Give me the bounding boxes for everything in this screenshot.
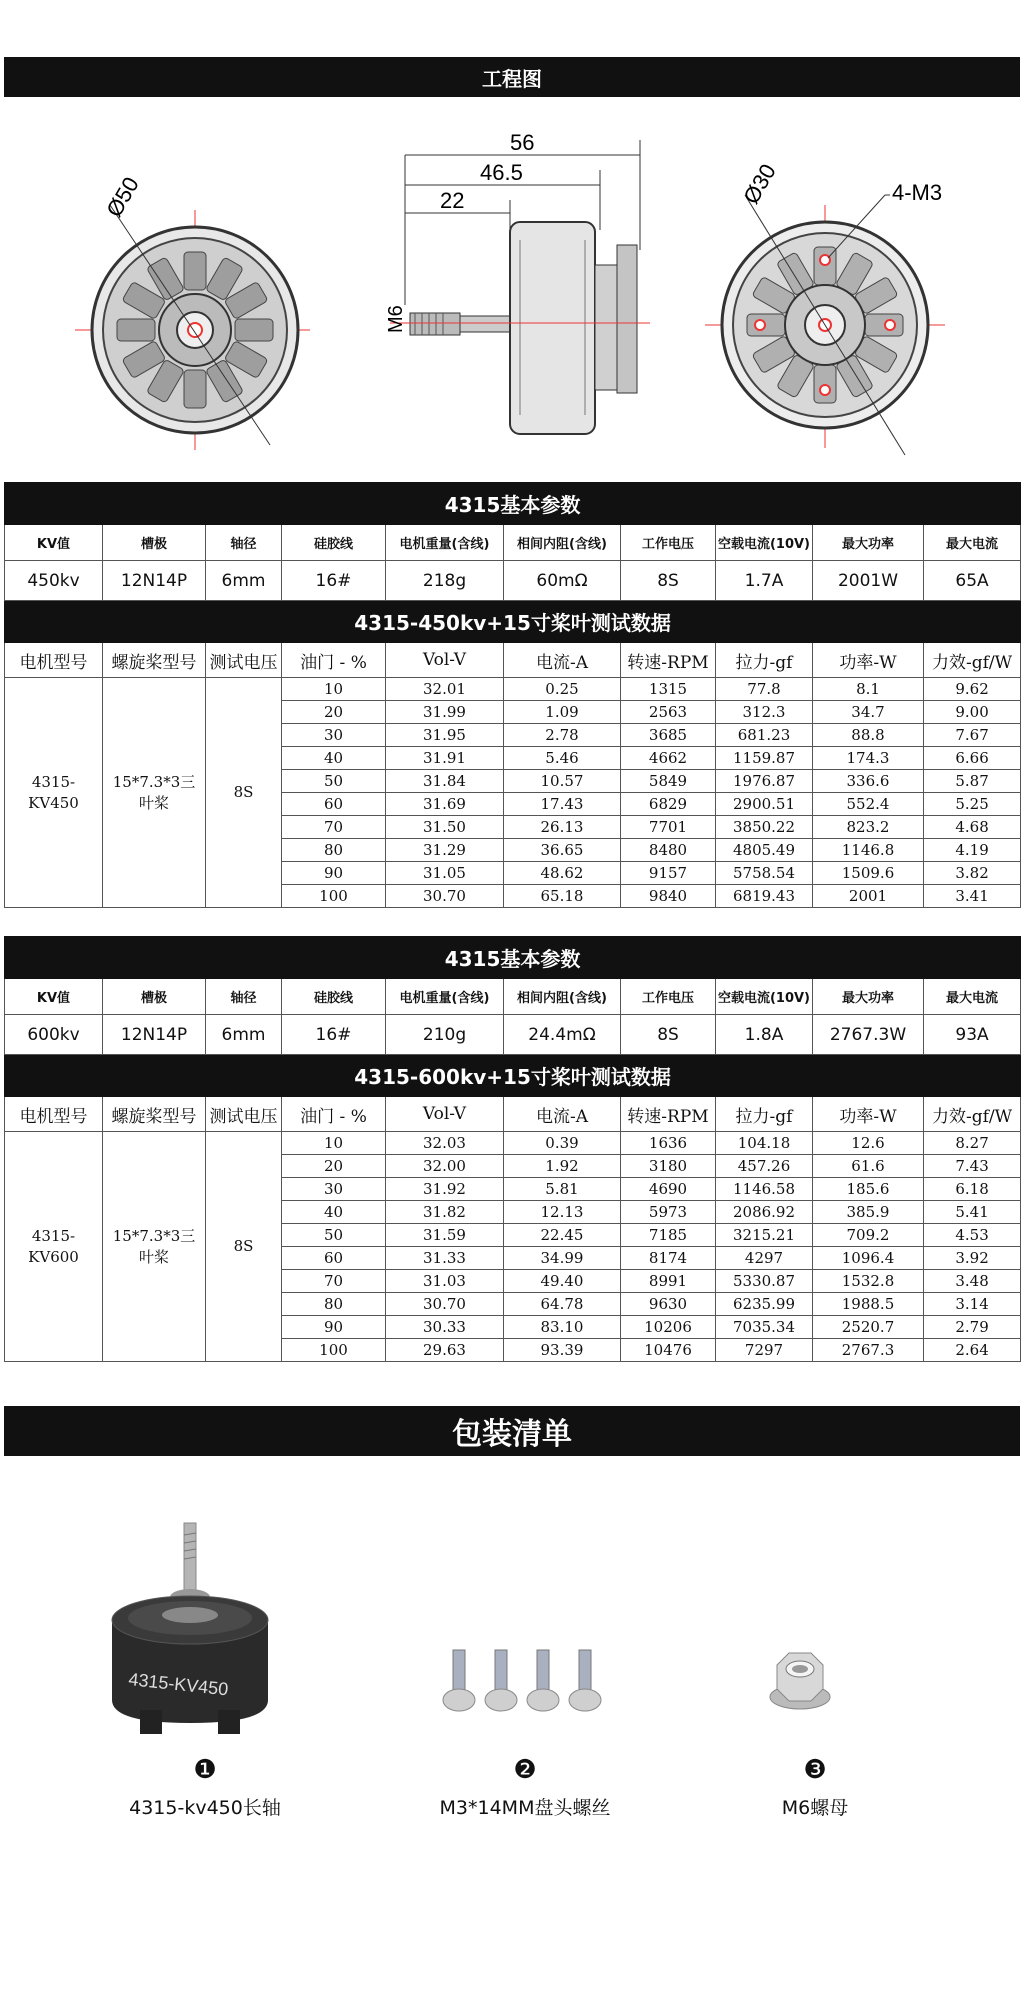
data-header: 油门 - % <box>282 1097 386 1132</box>
table-cell: 90 <box>282 1316 386 1339</box>
table-cell: 30 <box>282 1178 386 1201</box>
test-voltage: 8S <box>206 1132 282 1362</box>
table-cell: 457.26 <box>716 1155 813 1178</box>
table-cell: 2086.92 <box>716 1201 813 1224</box>
param-header: 槽极 <box>103 525 206 561</box>
table-cell: 4.53 <box>924 1224 1021 1247</box>
data-header-row <box>5 1097 1021 1132</box>
table-cell: 12.13 <box>504 1201 621 1224</box>
param-header: 空载电流(10V) <box>716 979 813 1015</box>
table-cell: 3850.22 <box>716 816 813 839</box>
table-cell: 30.33 <box>386 1316 504 1339</box>
table-cell: 70 <box>282 816 386 839</box>
table-cell: 50 <box>282 1224 386 1247</box>
data-header: Vol-V <box>386 643 504 678</box>
params-value-row <box>5 1015 1021 1055</box>
param-header: 最大电流 <box>924 525 1021 561</box>
table-cell: 8174 <box>621 1247 716 1270</box>
table-cell: 1.09 <box>504 701 621 724</box>
motor-label: 4315-KV450 <box>127 1669 230 1700</box>
table-cell: 61.6 <box>813 1155 924 1178</box>
param-header: 工作电压 <box>621 525 716 561</box>
table-cell: 5758.54 <box>716 862 813 885</box>
param-value: 12N14P <box>103 1015 206 1055</box>
dim-length-56: 56 <box>510 130 535 155</box>
param-header: 最大电流 <box>924 979 1021 1015</box>
table-cell: 2767.3 <box>813 1339 924 1362</box>
table-cell: 31.92 <box>386 1178 504 1201</box>
table-cell: 31.91 <box>386 747 504 770</box>
motor-image <box>100 1515 280 1745</box>
table-cell: 49.40 <box>504 1270 621 1293</box>
table-cell: 50 <box>282 770 386 793</box>
propeller-model: 15*7.3*3三 叶桨 <box>103 1132 206 1362</box>
table-cell: 5849 <box>621 770 716 793</box>
table-cell: 48.62 <box>504 862 621 885</box>
table-cell: 30 <box>282 724 386 747</box>
table-cell: 104.18 <box>716 1132 813 1155</box>
param-value: 210g <box>386 1015 504 1055</box>
param-value: 60mΩ <box>504 561 621 601</box>
motor-front-view <box>75 173 310 450</box>
param-header: 空载电流(10V) <box>716 525 813 561</box>
table-cell: 70 <box>282 1270 386 1293</box>
table-cell: 312.3 <box>716 701 813 724</box>
data-header: 拉力-gf <box>716 1097 813 1132</box>
table-cell: 31.03 <box>386 1270 504 1293</box>
param-value: 6mm <box>206 561 282 601</box>
params-title: 4315基本参数 <box>5 483 1021 525</box>
data-header: 转速-RPM <box>621 643 716 678</box>
table-cell: 9.00 <box>924 701 1021 724</box>
dim-length-46-5: 46.5 <box>480 160 523 185</box>
table-cell: 64.78 <box>504 1293 621 1316</box>
param-header: KV值 <box>5 979 103 1015</box>
table-cell: 7.43 <box>924 1155 1021 1178</box>
table-cell: 3.48 <box>924 1270 1021 1293</box>
table-cell: 7701 <box>621 816 716 839</box>
table-cell: 31.50 <box>386 816 504 839</box>
table-cell: 1159.87 <box>716 747 813 770</box>
table-cell: 31.33 <box>386 1247 504 1270</box>
table-cell: 30.70 <box>386 1293 504 1316</box>
spec-table-600kv <box>4 936 1021 1362</box>
table-cell: 2900.51 <box>716 793 813 816</box>
packing-title-bar <box>4 1406 1020 1456</box>
stator-coil <box>184 370 206 408</box>
stator-coil <box>235 319 273 341</box>
table-cell: 3180 <box>621 1155 716 1178</box>
param-header: 硅胶线 <box>282 525 386 561</box>
table-cell: 60 <box>282 793 386 816</box>
param-header: KV值 <box>5 525 103 561</box>
table-cell: 34.7 <box>813 701 924 724</box>
param-value: 1.8A <box>716 1015 813 1055</box>
param-header: 相间内阻(含线) <box>504 525 621 561</box>
table-cell: 32.00 <box>386 1155 504 1178</box>
param-value: 2001W <box>813 561 924 601</box>
table-cell: 10 <box>282 1132 386 1155</box>
table-cell: 29.63 <box>386 1339 504 1362</box>
table-cell: 88.8 <box>813 724 924 747</box>
table-cell: 32.01 <box>386 678 504 701</box>
table-cell: 34.99 <box>504 1247 621 1270</box>
table-cell: 4690 <box>621 1178 716 1201</box>
screw-shaft <box>537 1650 549 1690</box>
table-cell: 1146.8 <box>813 839 924 862</box>
table-cell: 5.25 <box>924 793 1021 816</box>
data-header: 功率-W <box>813 1097 924 1132</box>
param-header: 轴径 <box>206 525 282 561</box>
param-value: 1.7A <box>716 561 813 601</box>
table-cell: 336.6 <box>813 770 924 793</box>
table-cell: 2001 <box>813 885 924 908</box>
table-cell: 8.27 <box>924 1132 1021 1155</box>
table-cell: 5.81 <box>504 1178 621 1201</box>
table-cell: 3.41 <box>924 885 1021 908</box>
data-header: 测试电压 <box>206 1097 282 1132</box>
table-cell: 12.6 <box>813 1132 924 1155</box>
params-header-row <box>5 525 1021 561</box>
engineering-diagrams <box>0 100 1024 480</box>
data-header: 电机型号 <box>5 643 103 678</box>
item-label: 4315-kv450长轴 <box>129 1797 281 1819</box>
table-cell: 26.13 <box>504 816 621 839</box>
table-cell: 31.84 <box>386 770 504 793</box>
table-cell: 3215.21 <box>716 1224 813 1247</box>
data-title: 4315-450kv+15寸桨叶测试数据 <box>5 601 1021 643</box>
table-cell: 1532.8 <box>813 1270 924 1293</box>
params-value-row <box>5 561 1021 601</box>
table-cell: 90 <box>282 862 386 885</box>
table-cell: 1146.58 <box>716 1178 813 1201</box>
data-header: 螺旋桨型号 <box>103 643 206 678</box>
table-cell: 7185 <box>621 1224 716 1247</box>
data-header: 拉力-gf <box>716 643 813 678</box>
table-cell: 40 <box>282 747 386 770</box>
dim-diameter-30: Ø30 <box>738 159 781 209</box>
table-cell: 36.65 <box>504 839 621 862</box>
param-header: 最大功率 <box>813 525 924 561</box>
table-cell: 8480 <box>621 839 716 862</box>
table-cell: 1.92 <box>504 1155 621 1178</box>
param-value: 16# <box>282 561 386 601</box>
table-cell: 823.2 <box>813 816 924 839</box>
table-cell: 3.92 <box>924 1247 1021 1270</box>
table-cell: 32.03 <box>386 1132 504 1155</box>
table-cell: 100 <box>282 1339 386 1362</box>
engineering-title-bar <box>4 57 1020 97</box>
packing-item-screws <box>400 1755 650 1820</box>
table-cell: 100 <box>282 885 386 908</box>
table-cell: 2.64 <box>924 1339 1021 1362</box>
table-cell: 10476 <box>621 1339 716 1362</box>
table-cell: 5.41 <box>924 1201 1021 1224</box>
table-cell: 60 <box>282 1247 386 1270</box>
param-header: 电机重量(含线) <box>386 525 504 561</box>
dim-diameter-50: Ø50 <box>101 172 144 222</box>
table-cell: 6819.43 <box>716 885 813 908</box>
screw-shaft <box>579 1650 591 1690</box>
data-header: 电流-A <box>504 1097 621 1132</box>
table-cell: 10206 <box>621 1316 716 1339</box>
item-number: ❷ <box>513 1755 537 1785</box>
table-cell: 40 <box>282 1201 386 1224</box>
param-header: 槽极 <box>103 979 206 1015</box>
data-header: 测试电压 <box>206 643 282 678</box>
packing-item-nut <box>700 1755 930 1820</box>
dim-holes-4-m3: 4-M3 <box>892 180 943 205</box>
param-value: 450kv <box>5 561 103 601</box>
table-cell: 22.45 <box>504 1224 621 1247</box>
screw-shaft <box>453 1650 465 1690</box>
table-cell: 31.95 <box>386 724 504 747</box>
item-label: M3*14MM盘头螺丝 <box>439 1797 611 1819</box>
packing-item-motor <box>90 1755 320 1820</box>
table-cell: 7.67 <box>924 724 1021 747</box>
table-cell: 80 <box>282 1293 386 1316</box>
motor-model: 4315- KV600 <box>5 1132 103 1362</box>
table-cell: 2563 <box>621 701 716 724</box>
table-cell: 385.9 <box>813 1201 924 1224</box>
table-cell: 8991 <box>621 1270 716 1293</box>
table-cell: 20 <box>282 701 386 724</box>
table-cell: 7297 <box>716 1339 813 1362</box>
item-number: ❸ <box>803 1755 827 1785</box>
param-value: 93A <box>924 1015 1021 1055</box>
table-cell: 31.69 <box>386 793 504 816</box>
item-number: ❶ <box>193 1755 217 1785</box>
nut-image <box>765 1645 835 1715</box>
data-header: 油门 - % <box>282 643 386 678</box>
table-cell: 6235.99 <box>716 1293 813 1316</box>
stator-coil <box>184 252 206 290</box>
params-header-row <box>5 979 1021 1015</box>
params-title: 4315基本参数 <box>5 937 1021 979</box>
table-cell: 9630 <box>621 1293 716 1316</box>
table-cell: 9840 <box>621 885 716 908</box>
screw-head <box>527 1689 559 1711</box>
stator-coil <box>117 319 155 341</box>
table-cell: 31.59 <box>386 1224 504 1247</box>
motor-back-view <box>705 160 945 455</box>
table-cell: 77.8 <box>716 678 813 701</box>
dim-length-22: 22 <box>440 188 465 213</box>
table-row <box>5 1132 1021 1155</box>
item-label: M6螺母 <box>781 1797 849 1819</box>
screw-head <box>569 1689 601 1711</box>
table-cell: 5.46 <box>504 747 621 770</box>
table-cell: 2.79 <box>924 1316 1021 1339</box>
table-cell: 10.57 <box>504 770 621 793</box>
table-cell: 9.62 <box>924 678 1021 701</box>
data-header: 螺旋桨型号 <box>103 1097 206 1132</box>
data-header: 电机型号 <box>5 1097 103 1132</box>
param-header: 工作电压 <box>621 979 716 1015</box>
param-value: 218g <box>386 561 504 601</box>
table-cell: 552.4 <box>813 793 924 816</box>
table-cell: 1988.5 <box>813 1293 924 1316</box>
table-cell: 1976.87 <box>716 770 813 793</box>
table-cell: 2.78 <box>504 724 621 747</box>
table-cell: 3.14 <box>924 1293 1021 1316</box>
data-header: 转速-RPM <box>621 1097 716 1132</box>
data-header: 力效-gf/W <box>924 643 1021 678</box>
table-cell: 93.39 <box>504 1339 621 1362</box>
param-value: 6mm <box>206 1015 282 1055</box>
table-cell: 30.70 <box>386 885 504 908</box>
data-header: 功率-W <box>813 643 924 678</box>
param-value: 8S <box>621 1015 716 1055</box>
table-cell: 5330.87 <box>716 1270 813 1293</box>
table-cell: 17.43 <box>504 793 621 816</box>
table-cell: 6829 <box>621 793 716 816</box>
propeller-model: 15*7.3*3三 叶桨 <box>103 678 206 908</box>
table-cell: 83.10 <box>504 1316 621 1339</box>
param-value: 8S <box>621 561 716 601</box>
param-value: 2767.3W <box>813 1015 924 1055</box>
param-header: 电机重量(含线) <box>386 979 504 1015</box>
table-cell: 31.05 <box>386 862 504 885</box>
table-cell: 31.99 <box>386 701 504 724</box>
table-cell: 1315 <box>621 678 716 701</box>
table-cell: 20 <box>282 1155 386 1178</box>
table-cell: 6.18 <box>924 1178 1021 1201</box>
dim-shaft-m6: M6 <box>385 305 407 333</box>
table-cell: 1509.6 <box>813 862 924 885</box>
table-cell: 681.23 <box>716 724 813 747</box>
table-cell: 3.82 <box>924 862 1021 885</box>
data-header-row <box>5 643 1021 678</box>
table-cell: 4297 <box>716 1247 813 1270</box>
table-cell: 5973 <box>621 1201 716 1224</box>
table-cell: 9157 <box>621 862 716 885</box>
table-cell: 65.18 <box>504 885 621 908</box>
test-voltage: 8S <box>206 678 282 908</box>
table-cell: 1636 <box>621 1132 716 1155</box>
param-value: 65A <box>924 561 1021 601</box>
table-cell: 31.82 <box>386 1201 504 1224</box>
data-header: 电流-A <box>504 643 621 678</box>
screw-head <box>443 1689 475 1711</box>
table-cell: 174.3 <box>813 747 924 770</box>
data-title: 4315-600kv+15寸桨叶测试数据 <box>5 1055 1021 1097</box>
table-cell: 8.1 <box>813 678 924 701</box>
table-cell: 10 <box>282 678 386 701</box>
param-header: 相间内阻(含线) <box>504 979 621 1015</box>
table-cell: 80 <box>282 839 386 862</box>
table-cell: 4.68 <box>924 816 1021 839</box>
table-cell: 4.19 <box>924 839 1021 862</box>
table-cell: 709.2 <box>813 1224 924 1247</box>
packing-title: 包装清单 <box>452 1417 572 1452</box>
param-value: 600kv <box>5 1015 103 1055</box>
table-cell: 4662 <box>621 747 716 770</box>
table-cell: 2520.7 <box>813 1316 924 1339</box>
table-cell: 0.39 <box>504 1132 621 1155</box>
table-cell: 1096.4 <box>813 1247 924 1270</box>
spec-table-450kv <box>4 482 1021 908</box>
table-cell: 185.6 <box>813 1178 924 1201</box>
screw-shaft <box>495 1650 507 1690</box>
param-header: 最大功率 <box>813 979 924 1015</box>
data-header: Vol-V <box>386 1097 504 1132</box>
param-value: 12N14P <box>103 561 206 601</box>
screw-head <box>485 1689 517 1711</box>
table-cell: 31.29 <box>386 839 504 862</box>
param-header: 硅胶线 <box>282 979 386 1015</box>
motor-side-view <box>385 130 650 434</box>
param-value: 24.4mΩ <box>504 1015 621 1055</box>
param-header: 轴径 <box>206 979 282 1015</box>
motor-model: 4315- KV450 <box>5 678 103 908</box>
table-cell: 6.66 <box>924 747 1021 770</box>
table-cell: 5.87 <box>924 770 1021 793</box>
table-cell: 7035.34 <box>716 1316 813 1339</box>
table-cell: 4805.49 <box>716 839 813 862</box>
table-row <box>5 678 1021 701</box>
param-value: 16# <box>282 1015 386 1055</box>
table-cell: 3685 <box>621 724 716 747</box>
data-header: 力效-gf/W <box>924 1097 1021 1132</box>
screws-image <box>435 1645 615 1725</box>
table-cell: 0.25 <box>504 678 621 701</box>
engineering-title: 工程图 <box>482 66 542 91</box>
